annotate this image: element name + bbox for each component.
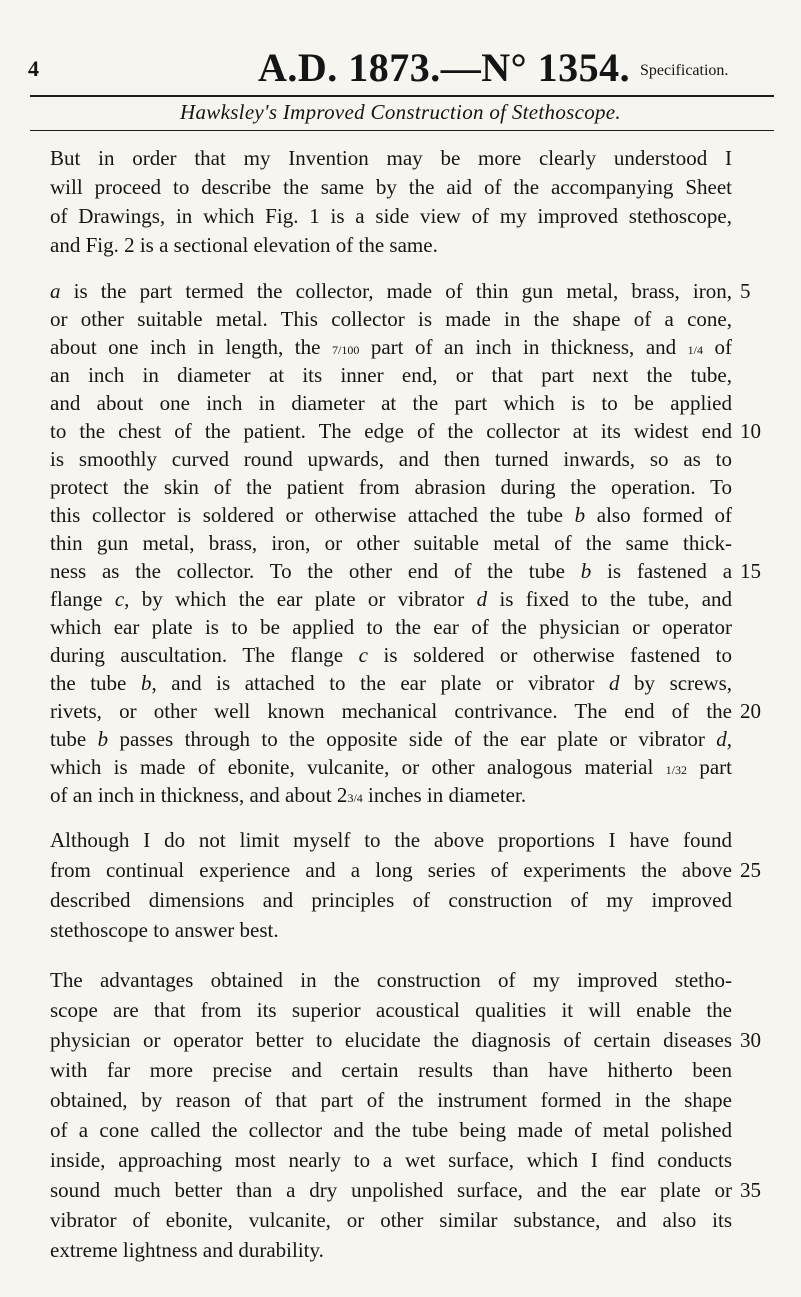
text-line: this collector is soldered or otherwise attached the tube b also formed of: [50, 503, 732, 527]
text-line: to the chest of the patient. The edge of the collector at its widest end: [50, 419, 732, 443]
text-line: with far more precise and certain results than have hitherto been: [50, 1058, 732, 1082]
text-line: sound much better than a dry unpolished surface, and the ear plate or: [50, 1178, 732, 1202]
ref-d: d: [608, 671, 620, 695]
text-line: tube b passes through to the opposite side of the ear plate or vibrator d,: [50, 727, 733, 751]
text-line: physician or operator better to elucidate the diagnosis of certain diseases: [50, 1028, 732, 1052]
ref-d: d,: [716, 727, 733, 751]
text-line: and Fig. 2 is a sectional elevation of the same.: [50, 233, 438, 257]
ref-a: a: [50, 279, 61, 303]
ref-b: b: [140, 671, 152, 695]
text-line: obtained, by reason of that part of the instrument formed in the shape: [50, 1088, 732, 1112]
text-line: which ear plate is to be applied to the ear of the physician or operator: [50, 615, 732, 639]
text-line: an inch in diameter at its inner end, or that part next the tube,: [50, 363, 732, 387]
text-line: during auscultation. The flange c is soldered or otherwise fastened to: [50, 643, 732, 667]
ref-b: b: [574, 503, 586, 527]
page-number: 4: [28, 56, 39, 81]
header-rule-top: [30, 95, 774, 97]
document-type: Specification.: [640, 62, 729, 79]
text-line: scope are that from its superior acoustical qualities it will enable the: [50, 998, 732, 1022]
text-line: will proceed to describe the same by the aid of the accompanying Sheet: [50, 175, 732, 199]
text-line: extreme lightness and durability.: [50, 1238, 324, 1262]
margin-line-number: 30: [740, 1028, 761, 1052]
text-line: described dimensions and principles of construction of my improved: [50, 888, 732, 912]
text-line: or other suitable metal. This collector is made in the shape of a cone,: [50, 307, 732, 331]
fraction: 1/4: [687, 343, 704, 357]
text-line: of an inch in thickness, and about 23/4 inches in diameter.: [50, 783, 527, 807]
ref-c: c: [358, 643, 368, 667]
document-title: A.D. 1873.—N° 1354.: [258, 45, 631, 90]
header-rule-bottom: [30, 130, 774, 131]
text-line: thin gun metal, brass, iron, or other suitable metal of the same thick-: [50, 531, 732, 555]
text-line: Although I do not limit myself to the above proportions I have found: [50, 828, 732, 852]
text-line: is smoothly curved round upwards, and then turned inwards, so as to: [50, 447, 732, 471]
text-line: But in order that my Invention may be more clearly understood I: [50, 146, 732, 170]
margin-line-number: 10: [740, 419, 761, 443]
text-line: from continual experience and a long series of experiments the above: [50, 858, 732, 882]
fraction: 3/4: [347, 791, 363, 805]
text-line: The advantages obtained in the construction of my improved stetho-: [50, 968, 732, 992]
fraction: 1/32: [665, 763, 687, 777]
margin-line-number: 35: [740, 1178, 761, 1202]
ref-b: b: [580, 559, 592, 583]
text-line: protect the skin of the patient from abrasion during the operation. To: [50, 475, 732, 499]
text-line: vibrator of ebonite, vulcanite, or other similar substance, and also its: [50, 1208, 732, 1232]
ref-c: c: [114, 587, 125, 611]
margin-line-number: 15: [740, 559, 761, 583]
text-line: inside, approaching most nearly to a wet surface, which I find conducts: [50, 1148, 732, 1172]
margin-line-number: 5: [740, 279, 751, 303]
text-line: rivets, or other well known mechanical contrivance. The end of the: [50, 699, 732, 723]
text-line: flange c, by which the ear plate or vibrator d is fixed to the tube, and: [50, 587, 733, 611]
text-line: stethoscope to answer best.: [50, 918, 279, 942]
running-head: Hawksley's Improved Construction of Stethoscope.: [180, 100, 621, 124]
text-line: which is made of ebonite, vulcanite, or other analogous material 1/32 part: [50, 755, 733, 779]
ref-b: b: [97, 727, 109, 751]
text-line: about one inch in length, the 7/100 part of an inch in thickness, and 1/4 of: [50, 335, 733, 359]
text-line: ness as the collector. To the other end of the tube b is fastened a: [50, 559, 733, 583]
margin-line-number: 25: [740, 858, 761, 882]
text-line: of a cone called the collector and the tube being made of metal polished: [50, 1118, 732, 1142]
ref-d: d: [476, 587, 488, 611]
text-line: and about one inch in diameter at the part which is to be applied: [50, 391, 732, 415]
margin-line-number: 20: [740, 699, 761, 723]
fraction: 7/100: [331, 343, 360, 357]
text-line: the tube b, and is attached to the ear plate or vibrator d by screws,: [50, 671, 733, 695]
text-line: of Drawings, in which Fig. 1 is a side view of my improved stethoscope,: [50, 204, 732, 228]
text-line: a is the part termed the collector, made of thin gun metal, brass, iron,: [50, 279, 732, 303]
